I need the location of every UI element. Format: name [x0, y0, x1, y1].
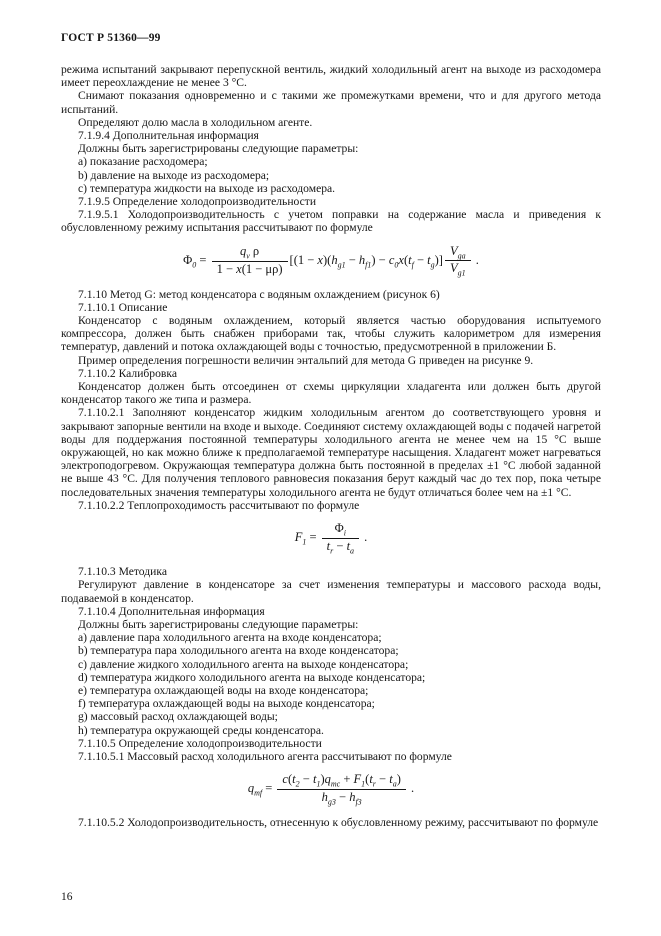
clause-7-1-10-5: 7.1.10.5 Определение холодопроизводительности [78, 736, 322, 750]
list-item-f: f) температура охлаждающей воды на выходе конденсатора; [78, 697, 375, 711]
list-item-d: d) температура жидкого холодильного агента на выходе конденсатора; [78, 670, 426, 684]
list-item-a: a) давление пара холодильного агента на входе конденсатора; [78, 631, 382, 645]
clause-7-1-9-5: 7.1.9.5 Определение холодопроизводительности [78, 195, 317, 209]
list-item-c: c) температура жидкости на выходе из расходомера. [78, 181, 336, 195]
list-item-g: g) массовый расход охлаждающей воды; [78, 710, 278, 724]
fraction: $\frac{q_v \rho}{1 - x(1 - \mu\rho)}$ [210, 244, 290, 277]
standard-designation: ГОСТ Р 51360—99 [61, 32, 161, 44]
clause-7-1-10-2-2: 7.1.10.2.2 Теплопроходимость рассчитывают по формуле [78, 498, 360, 512]
list-item-b: b) температура пара холодильного агента на входе конденсатора; [78, 644, 399, 658]
clause-7-1-10-1: 7.1.10.1 Описание [78, 300, 168, 314]
paragraph: Конденсатор с водяным охлаждением, который является частью оборудования испытуемого компрессора, должен быть снабжен приборами так, чтобы служить калориметром для измерения температур, давлений и потока охлаждающей воды с точностью, предусмотренной в приложении Б. [61, 314, 601, 354]
clause-7-1-10-2: 7.1.10.2 Калибровка [78, 366, 177, 380]
formula-cooling-capacity: $\Phi_0$ = $\frac{q_v \rho}{1 - x(1 - \mu\rho)}$ $[(1 - x)(h_{g1} - h_{f1}) - c_0x(t_f - t_g)]$ $\frac{V_{ga}}{V_{g1}}$ . [183, 243, 479, 278]
clause-7-1-10-3: 7.1.10.3 Методика [78, 565, 167, 579]
paragraph: Снимают показания одновременно и с такими же промежутками времени, что и для другого метода испытаний. [61, 89, 601, 116]
clause-7-1-9-4: 7.1.9.4 Дополнительная информация [78, 129, 259, 143]
formula-mass-flow: $q_{mf}$ = $\frac{c(t_2 - t_1)q_{mc} + F_1(t_r - t_a)}{h_{g3} - h_{f3}}$ . [247, 772, 415, 807]
fraction: $\frac{c(t_2 - t_1)q_{mc} + F_1(t_r - t_a)}{h_{g3} - h_{f3}}$ [275, 772, 407, 806]
paragraph: Пример определения погрешности величин энтальпий для метода G приведен на рисунке 9. [78, 353, 534, 367]
paragraph: Конденсатор должен быть отсоединен от схемы циркуляции хладагента или должен быть другой конденсатор такого же типа и размера. [61, 380, 601, 407]
list-item-b: b) давление на выходе из расходомера; [78, 168, 270, 182]
fraction: $\frac{V_{ga}}{V_{g1}}$ [443, 244, 473, 278]
clause-7-1-10-5-2: 7.1.10.5.2 Холодопроизводительность, отнесенную к обусловленному режиму, рассчитывают по формуле [78, 816, 599, 830]
page-number: 16 [61, 891, 73, 903]
clause-7-1-9-5-1: 7.1.9.5.1 Холодопроизводительность с учетом поправки на содержание масла и приведения к обусловленному режиму испытания рассчитывают по формуле [61, 208, 601, 235]
document-body [61, 63, 601, 829]
formula-heat-transmission: $F_1$ = $\frac{\Phi_i}{t_r - t_a}$ . [294, 521, 368, 556]
fraction: $\frac{\Phi_i}{t_r - t_a}$ [320, 521, 361, 555]
clause-7-1-10: 7.1.10 Метод G: метод конденсатора с водяным охлаждением (рисунок 6) [78, 287, 440, 301]
list-item-h: h) температура окружающей среды конденсатора. [78, 723, 324, 737]
paragraph-continuation: режима испытаний закрывают перепускной вентиль, жидкий холодильный агент на выходе из расходомера имеет переохлаждение не менее 3 °С. [61, 63, 601, 90]
clause-7-1-10-2-1: 7.1.10.2.1 Заполняют конденсатор жидким холодильным агентом до соответствующего уровня и закрывают запорные вентили на входе и выходе. Соединяют систему охлаждающей воды с подачей нагретой воды для поддержания постоянной температуры холодильного агента не менее чем на 15 °С выше окружающей, но как можно ближе к предполагаемой температуре насыщения. Хладагент может нагреваться электроподогревом. Окружающая температура должна быть постоянной в пределах ±1 °С любой заданной не выше 43 °С. Для получения теплового равновесия показания берут каждый час до тех пор, пока четыре последовательных значения температуры холодильного агента не будут отличаться более чем на ±1 °С. [61, 406, 601, 499]
list-item-e: e) температура охлаждающей воды на входе конденсатора; [78, 683, 369, 697]
paragraph: Определяют долю масла в холодильном агенте. [78, 115, 313, 129]
paragraph: Должны быть зарегистрированы следующие параметры: [78, 142, 359, 156]
paragraph: Регулируют давление в конденсаторе за счет изменения температуры и массового расхода воды, подаваемой в конденсатор. [61, 578, 601, 605]
clause-7-1-10-4: 7.1.10.4 Дополнительная информация [78, 604, 265, 618]
list-item-a: a) показание расходомера; [78, 155, 208, 169]
paragraph: Должны быть зарегистрированы следующие параметры: [78, 617, 359, 631]
clause-7-1-10-5-1: 7.1.10.5.1 Массовый расход холодильного агента рассчитывают по формуле [78, 749, 452, 763]
list-item-c: c) давление жидкого холодильного агента на выходе конденсатора; [78, 657, 409, 671]
